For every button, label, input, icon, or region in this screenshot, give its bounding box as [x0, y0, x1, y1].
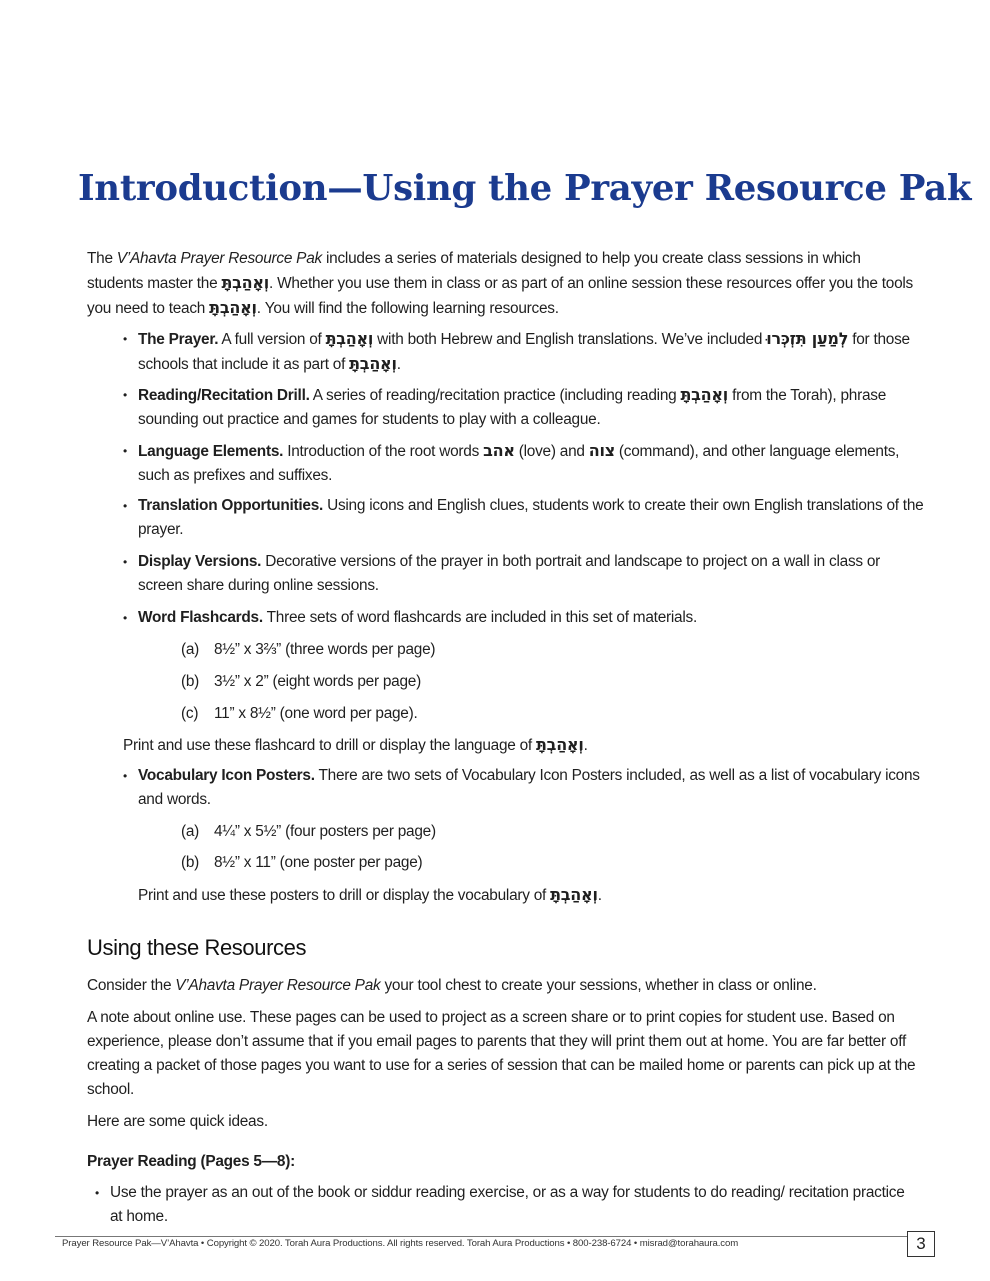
- footer-divider: [55, 1236, 907, 1237]
- list-item-language: • Language Elements. Introduction of the root words אהב (love) and צוה (command), and other language elements, such as prefixes and suffixes.: [138, 439, 928, 488]
- flashcard-size-b: (b) 3½” x 2” (eight words per page): [181, 673, 421, 690]
- hebrew-vahavta: וְאָהַבְתָּ: [221, 273, 270, 292]
- section-heading: Using these Resources: [87, 935, 307, 960]
- subheading-prayer-reading: Prayer Reading (Pages 5—8):: [87, 1153, 295, 1170]
- list-item-prayer: • The Prayer. A full version of וְאָהַבְתָּ with both Hebrew and English translations. We’ve included לְמַעַן תִּזְכְּרוּ for those schools that include it as part of וְאָהַבְתָּ.: [138, 327, 928, 377]
- hebrew-root-command: צוה: [588, 441, 615, 460]
- section-paragraph-1: Consider the V’Ahavta Prayer Resource Pak your tool chest to create your sessions, whether in class or online.: [87, 977, 817, 994]
- page-title: Introduction—Using the Prayer Resource Pak: [78, 168, 972, 209]
- hebrew-vahavta: וְאָהַבְתָּ: [349, 354, 397, 373]
- poster-size-b: (b) 8½” x 11” (one poster per page): [181, 854, 423, 871]
- poster-size-a: (a) 4¼” x 5½” (four posters per page): [181, 823, 436, 840]
- poster-note: Print and use these posters to drill or display the vocabulary of וְאָהַבְתָּ.: [138, 885, 602, 904]
- list-item-display: • Display Versions. Decorative versions of the prayer in both portrait and landscape to project on a wall in class or screen share during online sessions.: [138, 550, 928, 598]
- list-item-translation: • Translation Opportunities. Using icons and English clues, students work to create their own English translations of the prayer.: [138, 494, 928, 542]
- hebrew-lemaan-tizkeru: לְמַעַן תִּזְכְּרוּ: [766, 329, 849, 348]
- page-number: 3: [907, 1231, 935, 1257]
- flashcard-note: Print and use these flashcard to drill or display the language of וְאָהַבְתָּ.: [123, 735, 588, 754]
- list-item-prayer-reading: • Use the prayer as an out of the book or siddur reading exercise, or as a way for students to do reading/ recitation practice at home.: [110, 1181, 910, 1229]
- hebrew-vahavta: וְאָהַבְתָּ: [680, 385, 729, 404]
- footer-text: Prayer Resource Pak—V’Ahavta • Copyright © 2020. Torah Aura Productions. All rights reserved. Torah Aura Productions • 800-238-6724 • misrad@torahaura.com: [62, 1238, 739, 1249]
- hebrew-vahavta: וְאָהַבְתָּ: [209, 298, 257, 317]
- hebrew-vahavta: וְאָהַבְתָּ: [325, 329, 374, 348]
- hebrew-vahavta: וְאָהַבְתָּ: [536, 735, 584, 754]
- section-paragraph-2: A note about online use. These pages can be used to project as a screen share or to print copies for student use. Based on experience, please don’t assume that if you email pages to parents that they will print them out at home. You are far better off creating a packet of those pages you want to use for a series of session that can be mailed home or parents can pick up at the school.: [87, 1009, 916, 1098]
- list-item-drill: • Reading/Recitation Drill. A series of reading/recitation practice (including reading וְאָהַבְתָּ from the Torah), phrase sounding out practice and games for students to play with a colleague.: [138, 383, 928, 432]
- flashcard-size-a: (a) 8½” x 3⅔” (three words per page): [181, 641, 436, 658]
- list-item-posters: • Vocabulary Icon Posters. There are two sets of Vocabulary Icon Posters included, as well as a list of vocabulary icons and words.: [138, 764, 928, 812]
- hebrew-vahavta: וְאָהַבְתָּ: [550, 885, 598, 904]
- hebrew-root-love: אהב: [483, 441, 515, 460]
- list-item-flashcards: • Word Flashcards. Three sets of word flashcards are included in this set of materials.: [138, 606, 928, 630]
- intro-paragraph: The V’Ahavta Prayer Resource Pak includes a series of materials designed to help you create class sessions in which students master the וְאָהַבְתָּ. Whether you use them in class or as part of an online session these resources offer you the tools you need to teach וְאָהַבְתָּ. You will find the following learning resources.: [87, 250, 913, 317]
- section-paragraph-3: Here are some quick ideas.: [87, 1113, 268, 1130]
- flashcard-size-c: (c) 11” x 8½” (one word per page).: [181, 705, 418, 722]
